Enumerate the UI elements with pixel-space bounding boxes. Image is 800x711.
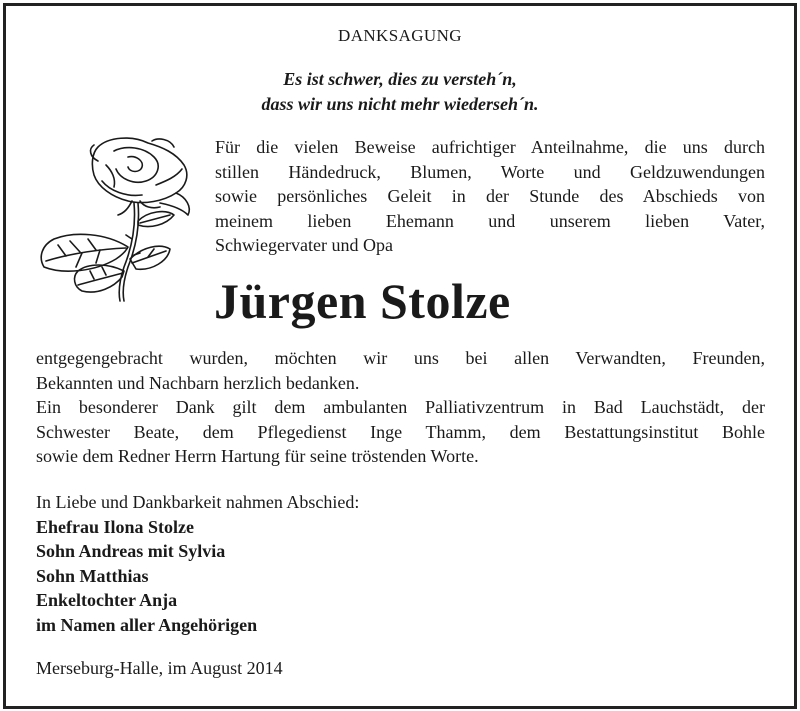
body-line: sowie dem Redner Herrn Hartung für seine tröstenden Worte. [36, 446, 479, 466]
body-line: Bekannten und Nachbarn herzlich bedanken. [36, 372, 360, 393]
mourner-name: Sohn Andreas mit Sylvia [36, 541, 226, 561]
deceased-name: Jürgen Stolze [214, 273, 511, 329]
intro-paragraph [215, 135, 765, 258]
rose-icon [36, 135, 198, 303]
intro-line: Schwiegervater und Opa [215, 235, 393, 255]
signoff-block [36, 490, 359, 637]
signoff-intro: In Liebe und Dankbarkeit nahmen Abschied: [36, 492, 360, 512]
body-line: entgegengebracht wurden, möchten wir uns bei allen Verwandten, Freunden, [36, 348, 765, 368]
quote-line-2: dass wir uns nicht mehr wiederseh´n. [261, 94, 539, 114]
intro-line: sowie persönliches Geleit in der Stunde des Abschieds von [215, 186, 765, 206]
notice-heading: DANKSAGUNG [338, 26, 462, 45]
mourner-name: im Namen aller Angehörigen [36, 614, 258, 635]
thanks-paragraph [36, 346, 765, 469]
mourner-name: Enkeltochter Anja [36, 590, 178, 610]
mourner-name: Ehefrau Ilona Stolze [36, 516, 195, 537]
body-line: Schwester Beate, dem Pflegedienst Inge Thamm, dem Bestattungsinstitut Bohle [36, 421, 765, 442]
place-date: Merseburg-Halle, im August 2014 [36, 658, 283, 678]
quote-line-1: Es ist schwer, dies zu versteh´n, [283, 69, 517, 89]
intro-line: stillen Händedruck, Blumen, Worte und Geldzuwendungen [215, 161, 765, 182]
intro-line: Für die vielen Beweise aufrichtiger Anteilnahme, die uns durch [215, 137, 765, 157]
body-line: Ein besonderer Dank gilt dem ambulanten Palliativzentrum in Bad Lauchstädt, der [36, 397, 765, 417]
intro-line: meinem lieben Ehemann und unserem lieben Vater, [215, 210, 765, 231]
mourner-name: Sohn Matthias [36, 565, 149, 586]
